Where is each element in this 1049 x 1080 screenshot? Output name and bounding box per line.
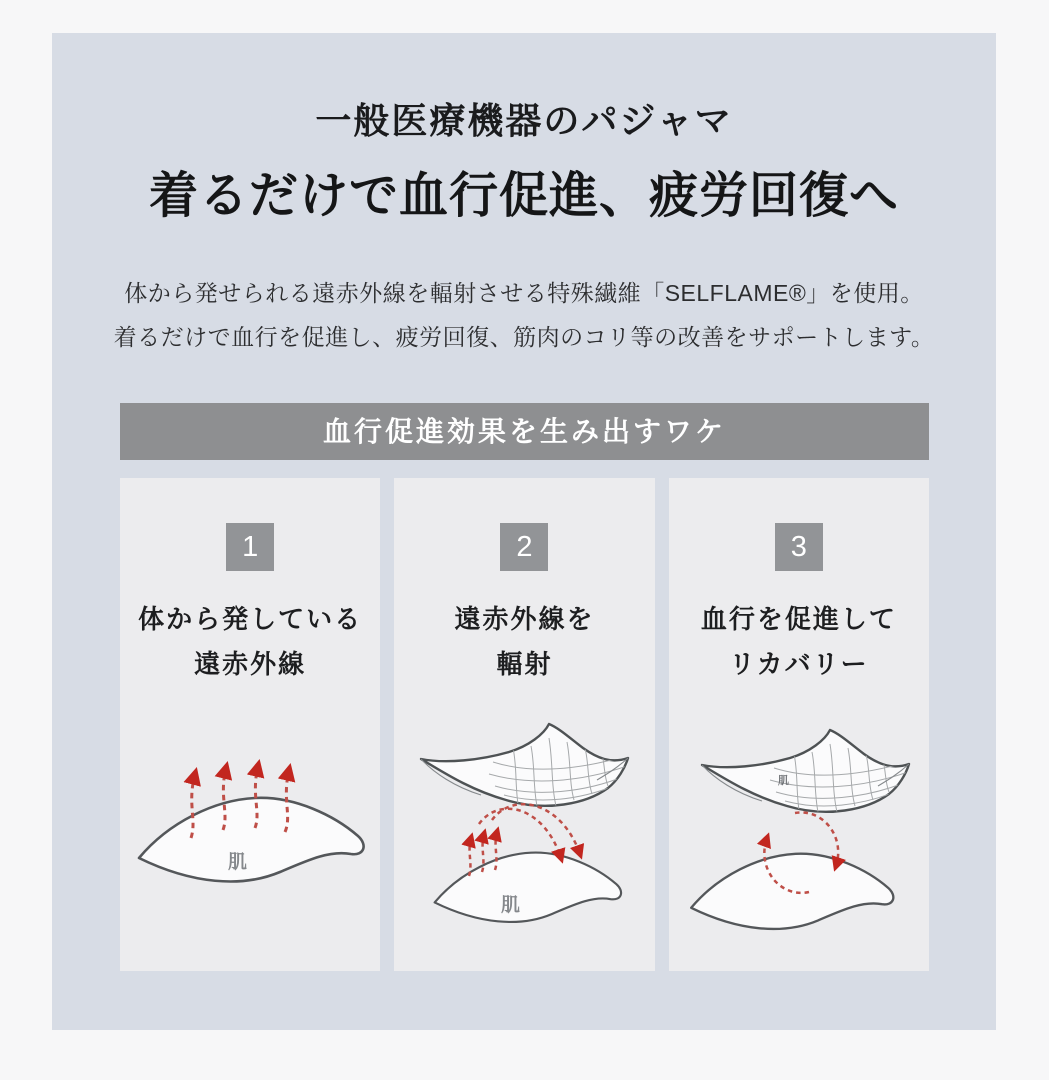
- step-number-badge: 2: [500, 523, 548, 571]
- step-card-2: [394, 478, 654, 971]
- skin-shape: [691, 854, 893, 929]
- ad-main-title: 着るだけで血行促進、疲労回復へ: [148, 169, 899, 223]
- radiation-arc-arrows: [479, 804, 580, 858]
- section-heading-banner: 血行促進効果を生み出すワケ: [120, 403, 929, 460]
- fabric-sheet: [421, 724, 628, 806]
- ad-description: [52, 271, 996, 359]
- step-card-3: [669, 478, 929, 971]
- fabric-skin-label: 肌: [777, 775, 789, 787]
- step-card-1: [120, 478, 380, 971]
- fabric-radiating-infrared-illustration: [399, 716, 649, 966]
- description-line-2: 着るだけで血行を促進し、疲労回復、筋肉のコリ等の改善をサポートします。: [113, 324, 935, 350]
- step-title-line: 体から発している: [138, 604, 363, 634]
- step-title: [669, 597, 929, 687]
- step-title-line: 遠赤外線を: [454, 604, 595, 634]
- step-title-line: 遠赤外線: [194, 649, 307, 679]
- step-title-line: 輻射: [496, 649, 553, 679]
- step-number-badge: 3: [775, 523, 823, 571]
- skin-label: 肌: [228, 852, 248, 873]
- step-title-line: リカバリー: [728, 649, 869, 679]
- ad-subtitle: 一般医療機器のパジャマ: [315, 100, 733, 141]
- description-line-1: 体から発せられる遠赤外線を輻射させる特殊繊維「SELFLAME®」を使用。: [124, 280, 924, 306]
- step-title-line: 血行を促進して: [700, 604, 897, 634]
- ad-panel: [52, 33, 996, 1030]
- skin-label: 肌: [501, 895, 521, 916]
- skin-shape: [435, 853, 621, 922]
- skin-emitting-infrared-illustration: [125, 716, 375, 966]
- fabric-sheet: [702, 730, 909, 812]
- step-title: [394, 597, 654, 687]
- skin-shape: [139, 798, 364, 882]
- steps-row: [120, 478, 929, 971]
- step-title: [120, 597, 380, 687]
- step-number-badge: 1: [226, 523, 274, 571]
- blood-circulation-recovery-illustration: [674, 716, 924, 966]
